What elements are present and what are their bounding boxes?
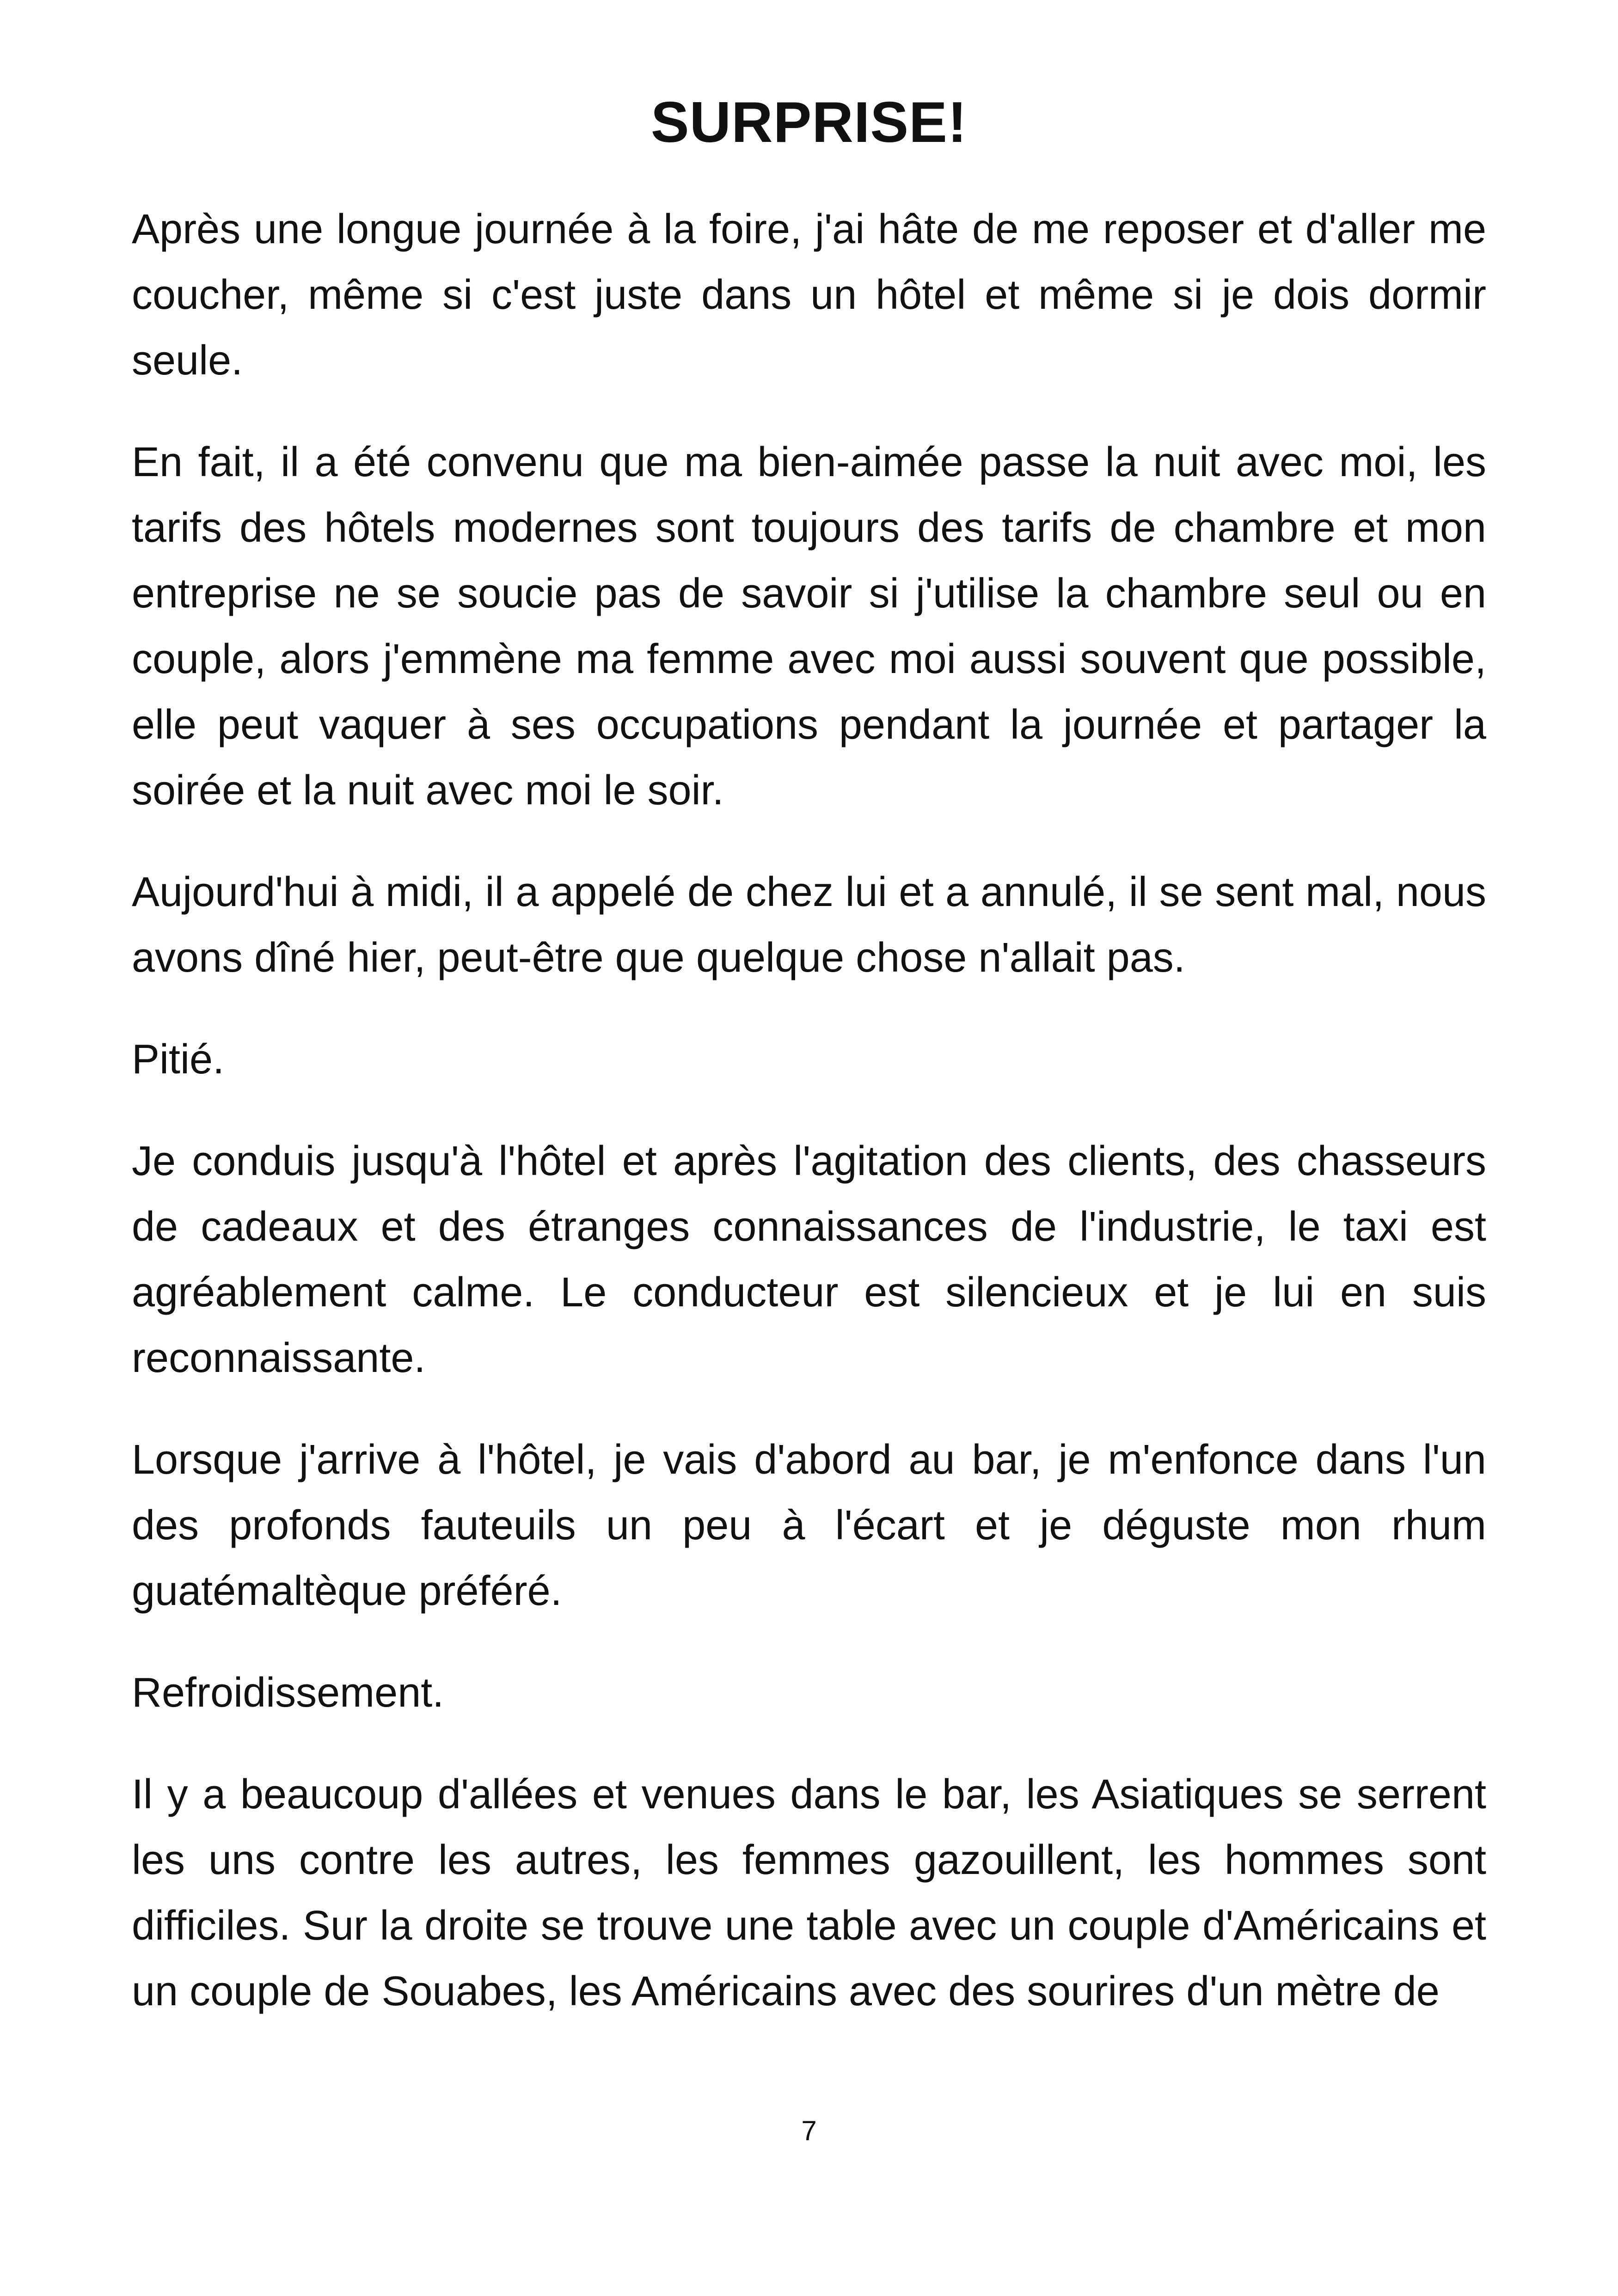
paragraph-6: Lorsque j'arrive à l'hôtel, je vais d'abord au bar, je m'enfonce dans l'un des profonds fauteuils un peu à l'écart et je déguste mon rhum guatémaltèque préféré. (132, 1437, 1486, 1614)
paragraph-7: Refroidissement. (132, 1670, 444, 1716)
paragraph-5: Je conduis jusqu'à l'hôtel et après l'agitation des clients, des chasseurs de cadeaux et des étranges connaissances de l'industrie, le taxi est agréablement calme. Le conducteur est silencieux et je lui en suis reconnaissante. (132, 1138, 1486, 1381)
paragraph-8: Il y a beaucoup d'allées et venues dans le bar, les Asiatiques se serrent les uns contre les autres, les femmes gazouillent, les hommes sont difficiles. Sur la droite se trouve une table avec un couple d'Américains et un couple de Souabes, les Américains avec des sourires d'un mètre de (132, 1771, 1486, 2014)
paragraph-2: En fait, il a été convenu que ma bien-aimée passe la nuit avec moi, les tarifs des hôtels modernes sont toujours des tarifs de chambre et mon entreprise ne se soucie pas de savoir si j'utilise la chambre seul ou en couple, alors j'emmène ma femme avec moi aussi souvent que possible, elle peut vaquer à ses occupations pendant la journée et partager la soirée et la nuit avec moi le soir. (132, 439, 1486, 814)
paragraph-3: Aujourd'hui à midi, il a appelé de chez lui et a annulé, il se sent mal, nous avons dîné hier, peut-être que quelque chose n'allait pas. (132, 869, 1486, 981)
page-number: 7 (801, 2115, 817, 2146)
body-text (132, 196, 1486, 2060)
paragraph-1: Après une longue journée à la foire, j'ai hâte de me reposer et d'aller me coucher, même si c'est juste dans un hôtel et même si je dois dormir seule. (132, 206, 1486, 384)
paragraph-4: Pitié. (132, 1036, 225, 1083)
page-title: SURPRISE! (650, 91, 968, 154)
